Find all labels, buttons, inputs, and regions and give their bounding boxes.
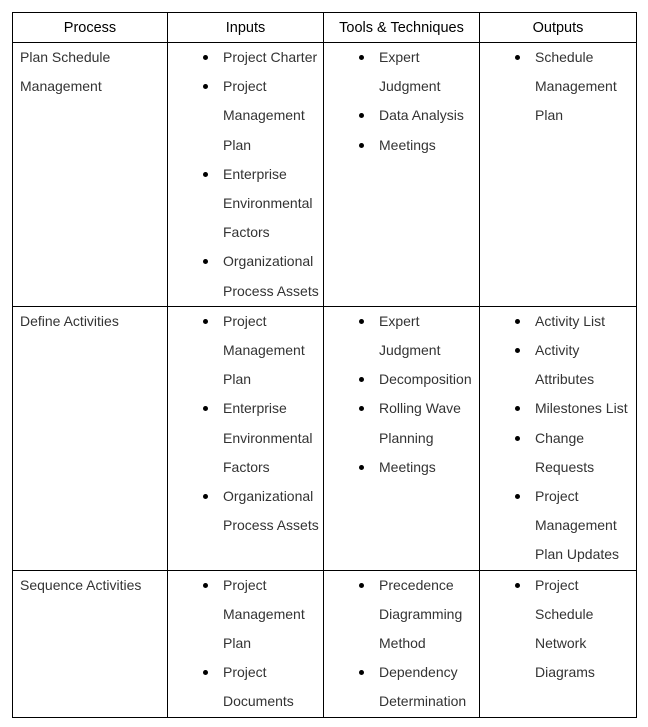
list-item: Precedence Diagramming Method — [379, 571, 475, 659]
process-cell — [13, 306, 168, 570]
list-item: Enterprise Environmental Factors — [223, 160, 319, 248]
table-row — [13, 306, 637, 570]
list-item: Decomposition — [379, 365, 475, 394]
list-item: Enterprise Environmental Factors — [223, 394, 319, 482]
list-item: Milestones List — [535, 394, 632, 423]
list-item: Project Management Plan — [223, 72, 319, 160]
tools-list — [324, 571, 479, 717]
list-item: Activity Attributes — [535, 336, 632, 394]
header-process: Process — [13, 13, 168, 43]
list-item: Dependency Determination — [379, 658, 475, 716]
list-item: Data Analysis — [379, 101, 475, 130]
list-item: Expert Judgment — [379, 307, 475, 365]
list-item: Project Management Plan — [223, 571, 319, 659]
table-row — [13, 570, 637, 717]
list-item: Project Schedule Network Diagrams — [535, 571, 632, 688]
inputs-cell — [168, 570, 324, 717]
tools-cell — [324, 570, 480, 717]
tools-cell — [324, 306, 480, 570]
table-row — [13, 43, 637, 307]
list-item: Schedule Management Plan — [535, 43, 632, 131]
list-item: Project Management Plan Updates — [535, 482, 632, 570]
inputs-list — [168, 307, 323, 541]
outputs-cell — [480, 43, 637, 307]
tools-list — [324, 43, 479, 160]
process-name: Plan Schedule Management — [20, 49, 111, 95]
header-row — [13, 13, 637, 43]
tools-list — [324, 307, 479, 482]
process-cell — [13, 570, 168, 717]
process-name: Sequence Activities — [20, 576, 142, 593]
list-item: Change Requests — [535, 424, 632, 482]
inputs-list — [168, 571, 323, 717]
inputs-cell — [168, 43, 324, 307]
schedule-processes-table — [12, 12, 637, 718]
header-tools-techniques: Tools & Techniques — [324, 13, 480, 43]
outputs-list — [480, 307, 636, 570]
process-name: Define Activities — [20, 312, 119, 329]
tools-cell — [324, 43, 480, 307]
outputs-list — [480, 571, 636, 688]
list-item: Activity List — [535, 307, 632, 336]
outputs-cell — [480, 306, 637, 570]
list-item: Rolling Wave Planning — [379, 394, 475, 452]
process-cell — [13, 43, 168, 307]
header-outputs: Outputs — [480, 13, 637, 43]
outputs-cell — [480, 570, 637, 717]
list-item: Project Documents — [223, 658, 319, 716]
process-table-container — [12, 12, 637, 718]
list-item: Meetings — [379, 453, 475, 482]
list-item: Organizational Process Assets — [223, 482, 319, 540]
outputs-list — [480, 43, 636, 131]
list-item: Meetings — [379, 131, 475, 160]
list-item: Project Charter — [223, 43, 319, 72]
inputs-list — [168, 43, 323, 306]
list-item: Project Management Plan — [223, 307, 319, 395]
header-inputs: Inputs — [168, 13, 324, 43]
inputs-cell — [168, 306, 324, 570]
list-item: Organizational Process Assets — [223, 247, 319, 305]
list-item: Expert Judgment — [379, 43, 475, 101]
